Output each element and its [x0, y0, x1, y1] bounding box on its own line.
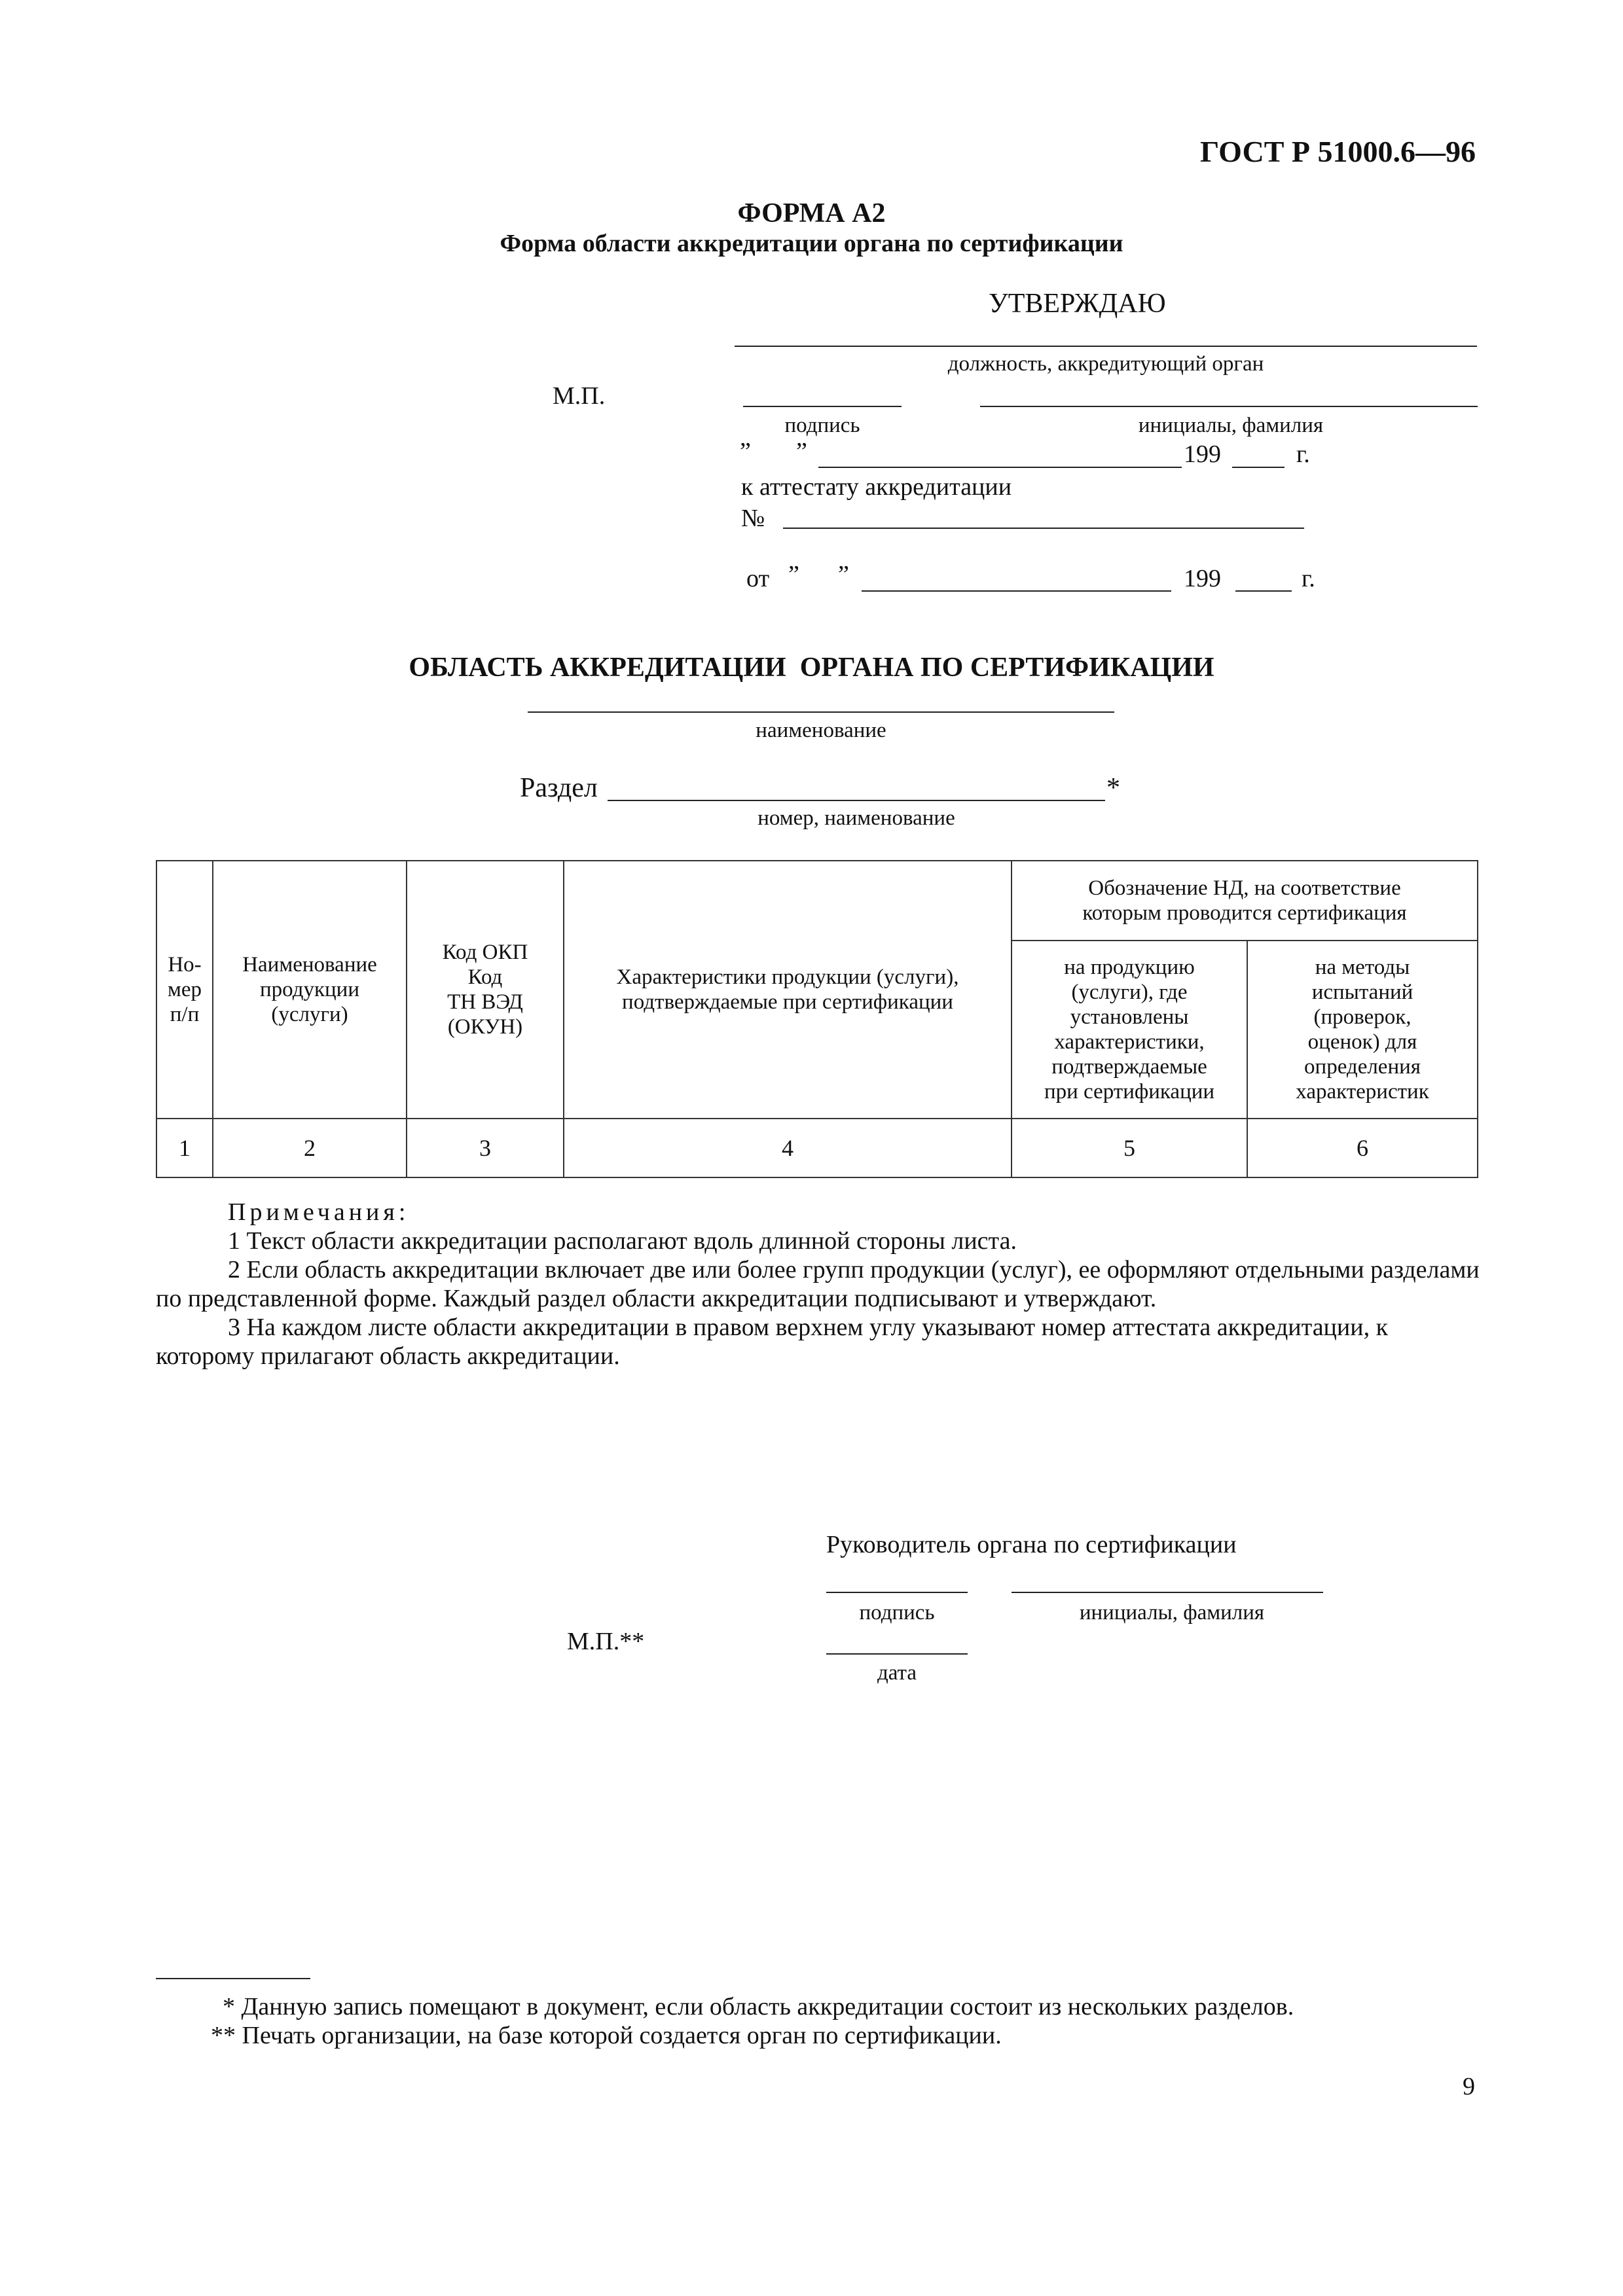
from-quote-close: ”	[838, 561, 849, 588]
section-label: Раздел	[520, 773, 598, 803]
from-label: от	[746, 565, 770, 592]
head-label: Руководитель органа по сертификации	[826, 1531, 1237, 1558]
number-line	[783, 528, 1304, 529]
col-number-header: Но- мер п/п	[156, 861, 213, 1119]
from-year-suffix: г.	[1302, 565, 1315, 592]
footnote-separator	[156, 1978, 310, 1979]
date-line-2	[826, 1653, 968, 1655]
year-line	[1232, 467, 1285, 468]
scope-name-caption: наименование	[756, 719, 886, 742]
scope-table	[156, 860, 1478, 1178]
note-item: 3 На каждом листе области аккредитации в правом верхнем углу указывают номер аттестата аккредитации, к которому прилагают область аккредитации.	[156, 1314, 1389, 1370]
signature-caption: подпись	[784, 414, 860, 437]
signature-line	[743, 406, 902, 407]
form-subtitle: Форма области аккредитации органа по сертификации	[500, 230, 1123, 257]
page-number: 9	[1463, 2073, 1475, 2100]
date-line	[818, 467, 1182, 468]
approve-label: УТВЕРЖДАЮ	[989, 289, 1166, 319]
section-line	[608, 800, 1105, 801]
notes-title: Примечания:	[228, 1198, 410, 1226]
col-characteristics-header: Характеристики продукции (услуги), подтверждаемые при сертификации	[564, 861, 1012, 1119]
col-number-index: 3	[407, 1119, 564, 1177]
col-code-header: Код ОКП Код ТН ВЭД (ОКУН)	[407, 861, 564, 1119]
from-date-line	[862, 590, 1171, 592]
stamp-label: М.П.	[553, 382, 606, 410]
table-row	[156, 1119, 1478, 1177]
form-title: ФОРМА А2	[737, 198, 886, 228]
footnote-1: * Данную запись помещают в документ, если область аккредитации состоит из нескольких разделов.	[223, 1993, 1294, 2020]
head-signature-caption: подпись	[859, 1601, 935, 1624]
date-quote-close: ”	[796, 438, 807, 465]
scope-name-line	[528, 711, 1114, 713]
stamp-label-2: М.П.**	[567, 1628, 645, 1655]
initials-caption: инициалы, фамилия	[1138, 414, 1324, 437]
head-initials-line	[1012, 1592, 1323, 1593]
col-nd-product-header: на продукцию (услуги), где установлены характеристики, подтверждаемые при сертификации	[1012, 941, 1247, 1119]
year-prefix: 199	[1184, 440, 1221, 468]
standard-code: ГОСТ Р 51000.6—96	[1200, 135, 1476, 168]
date-quote-open: ”	[740, 438, 751, 465]
table-header-row-1	[156, 861, 1478, 941]
col-number-index: 5	[1012, 1119, 1247, 1177]
col-number-index: 4	[564, 1119, 1012, 1177]
number-sign: №	[741, 505, 765, 532]
notes-block	[156, 1198, 1485, 1371]
col-nd-methods-header: на методы испытаний (проверок, оценок) для определения характеристик	[1247, 941, 1478, 1119]
initials-line	[980, 406, 1478, 407]
note-item: 2 Если область аккредитации включает две или более групп продукции (услуг), ее оформляют отдельными разделами по представленной форме. Каждый раздел области аккредитации подписывают и утверждают.	[156, 1256, 1480, 1312]
position-line	[735, 346, 1477, 347]
section-caption: номер, наименование	[757, 806, 955, 830]
col-nd-group-header: Обозначение НД, на соответствие которым проводится сертификация	[1012, 861, 1478, 941]
attestat-label: к аттестату аккредитации	[741, 473, 1012, 501]
note-item: 1 Текст области аккредитации располагают вдоль длинной стороны листа.	[228, 1227, 1017, 1255]
head-initials-caption: инициалы, фамилия	[1079, 1601, 1265, 1624]
from-year-line	[1235, 590, 1292, 592]
col-number-index: 2	[213, 1119, 407, 1177]
position-caption: должность, аккредитующий орган	[947, 352, 1264, 376]
col-number-index: 1	[156, 1119, 213, 1177]
date-caption: дата	[877, 1661, 917, 1685]
year-suffix: г.	[1296, 440, 1310, 468]
head-signature-line	[826, 1592, 968, 1593]
col-product-name-header: Наименование продукции (услуги)	[213, 861, 407, 1119]
from-quote-open: ”	[788, 561, 799, 588]
section-asterisk: *	[1106, 773, 1120, 803]
from-year-prefix: 199	[1184, 565, 1221, 592]
col-number-index: 6	[1247, 1119, 1478, 1177]
footnote-2: ** Печать организации, на базе которой создается орган по сертификации.	[211, 2022, 1002, 2049]
scope-heading: ОБЛАСТЬ АККРЕДИТАЦИИ ОРГАНА ПО СЕРТИФИКАЦИИ	[409, 653, 1214, 683]
